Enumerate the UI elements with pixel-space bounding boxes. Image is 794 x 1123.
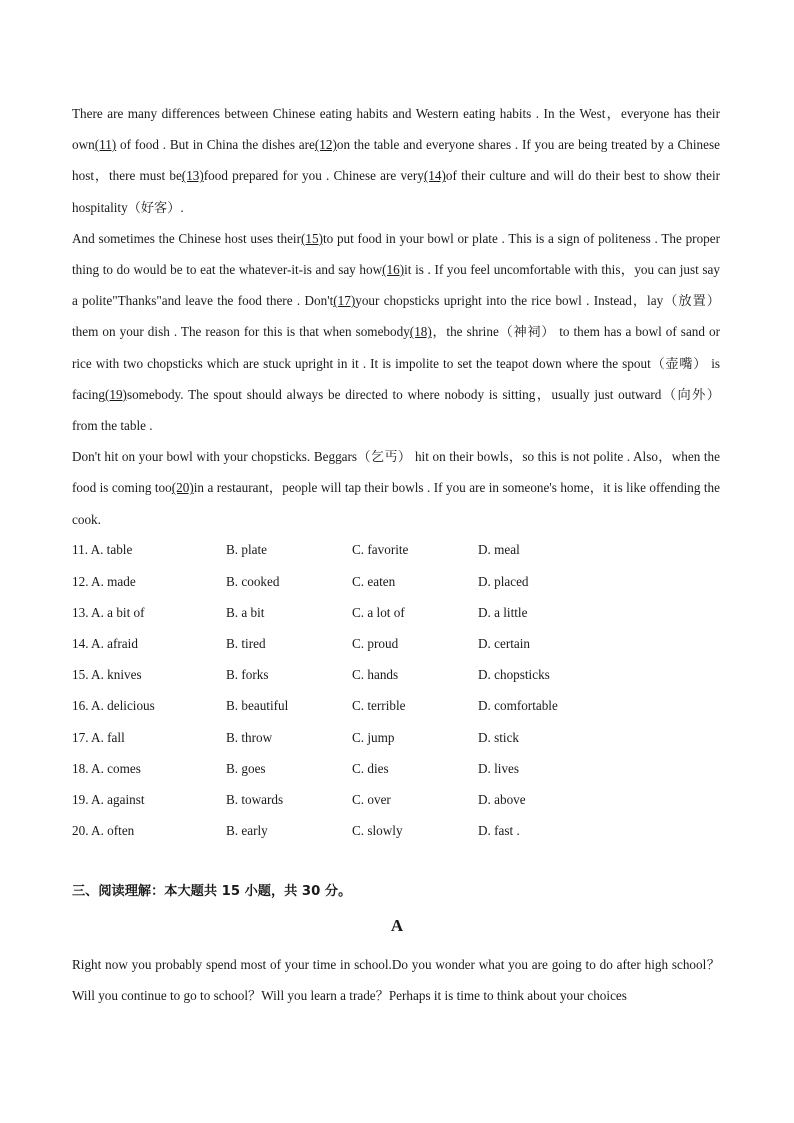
option-b: B. a bit: [226, 604, 265, 620]
option-b: B. towards: [226, 791, 284, 807]
passage-text: ，the shrine（神祠） to them has a bowl of sand or rice with two chopsticks which are stuck upright in it . It is impolite to set the teapot down where the spout（壶嘴） is facing: [72, 324, 720, 402]
cloze-paragraph-2: [72, 223, 720, 441]
option-c: C. proud: [352, 636, 399, 651]
blank-13: (13): [181, 168, 204, 184]
option-c: C. hands: [352, 667, 399, 683]
option-c: C. jump: [352, 729, 395, 745]
option-a: 18. A. comes: [72, 760, 141, 776]
option-d: D. stick: [478, 729, 520, 745]
cloze-passage: [72, 98, 720, 535]
option-c: C. terrible: [352, 698, 406, 714]
option-d: D. a little: [478, 604, 528, 620]
option-b: B. throw: [226, 729, 273, 745]
passage-title: A: [390, 916, 404, 935]
option-d: D. meal: [478, 542, 520, 558]
option-c: C. eaten: [352, 573, 396, 589]
cloze-paragraph-1: [72, 98, 720, 223]
option-b: B. tired: [226, 636, 266, 651]
option-d: D. placed: [478, 573, 529, 589]
cloze-section: [72, 98, 720, 847]
passage-text: your chopsticks upright into the rice bowl . Instead，lay（放置） them on your dish . The reason for this is that when somebody: [72, 293, 720, 340]
option-c: C. favorite: [352, 542, 409, 558]
option-d: D. chopsticks: [478, 667, 550, 683]
blank-20: (20): [171, 480, 194, 496]
blank-11: (11): [94, 137, 117, 153]
blank-16: (16): [382, 262, 405, 278]
passage-text: of their culture and will do their best to show their hospitality（好客）.: [72, 168, 720, 215]
blank-12: (12): [314, 137, 337, 153]
option-d: D. comfortable: [478, 698, 558, 714]
option-d: D. lives: [478, 760, 520, 776]
option-row: [72, 816, 720, 847]
passage-text: Don't hit on your bowl with your chopsticks. Beggars（乞丐） hit on their bowls，so this is not polite . Also，when the food is coming too: [72, 449, 720, 496]
option-a: 19. A. against: [72, 791, 145, 807]
passage-text: of food . But in China the dishes are: [116, 137, 315, 153]
passage-text: in a restaurant，people will tap their bowls . If you are in someone's home，it is like offending the cook.: [72, 480, 720, 527]
option-row: [72, 535, 720, 566]
blank-19: (19): [104, 386, 127, 402]
option-a: 20. A. often: [72, 823, 135, 839]
option-row: [72, 753, 720, 784]
option-b: B. plate: [226, 542, 268, 558]
blank-18: (18): [409, 324, 432, 340]
option-b: B. cooked: [226, 573, 280, 589]
option-c: C. dies: [352, 760, 389, 776]
option-c: C. a lot of: [352, 604, 405, 620]
option-a: 11. A. table: [72, 542, 133, 558]
passage-text: There are many differences between Chinese eating habits and Western eating habits . In the West，everyone has their own: [72, 106, 720, 153]
passage-text: it is . If you feel uncomfortable with this，you can just say a polite"Thanks"and leave the food there . Don't: [72, 262, 720, 309]
blank-15: (15): [300, 230, 323, 246]
option-a: 12. A. made: [72, 573, 136, 589]
option-row: [72, 691, 720, 722]
section-heading: 三、阅读理解：本大题共 15 小题，共 30 分。: [72, 884, 352, 899]
option-b: B. early: [226, 823, 268, 839]
passage-text: to put food in your bowl or plate . This is a sign of politeness . The proper thing to do would be to eat the whatever-it-is and say how: [72, 230, 720, 278]
option-a: 15. A. knives: [72, 667, 142, 683]
option-row: [72, 722, 720, 753]
blank-14: (14): [423, 168, 446, 184]
option-row: [72, 628, 720, 659]
passage-text: somebody. The spout should always be directed to where nobody is sitting，usually just outward（向外） from the table .: [72, 386, 720, 434]
option-b: B. forks: [226, 667, 269, 683]
option-row: [72, 597, 720, 628]
passage-text: food prepared for you . Chinese are very: [203, 168, 424, 184]
option-d: D. above: [478, 791, 526, 807]
answer-options: [72, 535, 720, 847]
option-row: [72, 784, 720, 815]
option-row: [72, 660, 720, 691]
option-a: 14. A. afraid: [72, 636, 138, 651]
reading-paragraph: Right now you probably spend most of your time in school.Do you wonder what you are going to do after high school？Will you continue to go to school？Will you learn a trade？Perhaps it is time to think about your choices: [72, 957, 720, 1004]
passage-text: And sometimes the Chinese host uses their: [72, 230, 301, 246]
reading-passage: [72, 949, 720, 1011]
option-c: C. slowly: [352, 823, 403, 839]
option-b: B. beautiful: [226, 698, 289, 714]
option-row: [72, 566, 720, 597]
option-a: 16. A. delicious: [72, 698, 155, 714]
option-a: 13. A. a bit of: [72, 604, 145, 620]
option-d: D. fast .: [478, 823, 520, 839]
cloze-paragraph-3: [72, 441, 720, 535]
option-b: B. goes: [226, 760, 266, 776]
passage-text: on the table and everyone shares . If you are being treated by a Chinese host，there must be: [72, 137, 720, 184]
blank-17: (17): [333, 293, 356, 309]
option-c: C. over: [352, 791, 391, 807]
option-d: D. certain: [478, 636, 530, 651]
option-a: 17. A. fall: [72, 729, 125, 745]
